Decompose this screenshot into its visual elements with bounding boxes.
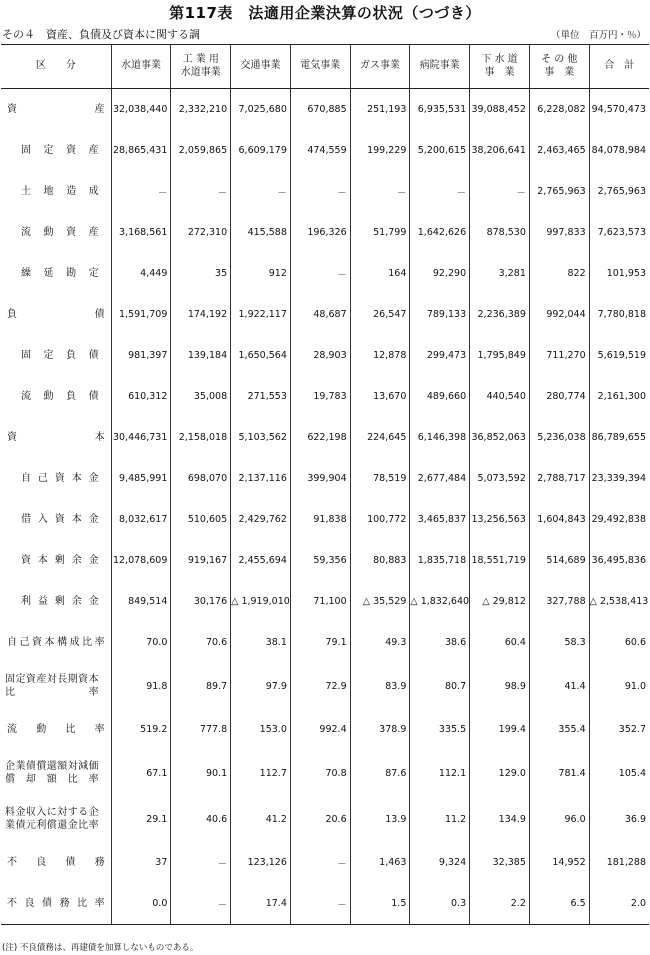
table-cell: 8,032,617 bbox=[111, 499, 171, 540]
header-column: 電気事業 bbox=[290, 45, 350, 89]
table-cell: 38,206,641 bbox=[470, 130, 530, 171]
table-cell: 1,650,564 bbox=[231, 335, 291, 376]
row-label: 自己資本金 bbox=[21, 473, 99, 484]
table-cell: 6,609,179 bbox=[231, 130, 291, 171]
table-cell: 251,193 bbox=[350, 89, 410, 131]
table-cell: 164 bbox=[350, 253, 410, 294]
table-cell: 789,133 bbox=[410, 294, 470, 335]
table-cell: 781.4 bbox=[529, 750, 589, 796]
row-label: 不良債務比率 bbox=[1, 883, 111, 925]
table-cell: 38.1 bbox=[231, 622, 291, 663]
table-cell: 272,310 bbox=[171, 212, 231, 253]
table-cell: 80,883 bbox=[350, 540, 410, 581]
header-column: 交通事業 bbox=[231, 45, 291, 89]
table-cell: 335.5 bbox=[410, 709, 470, 750]
row-label: 自己資本構成比率 bbox=[7, 637, 105, 648]
table-cell: 992.4 bbox=[290, 709, 350, 750]
table-cell: － bbox=[410, 171, 470, 212]
table-cell: 71,100 bbox=[290, 581, 350, 622]
row-label: 借入資本金 bbox=[21, 514, 99, 525]
table-cell: 1,795,849 bbox=[470, 335, 530, 376]
table-cell: 87.6 bbox=[350, 750, 410, 796]
table-cell: 3,168,561 bbox=[111, 212, 171, 253]
table-row bbox=[1, 253, 649, 294]
table-cell: 70.0 bbox=[111, 622, 171, 663]
table-cell: 32,385 bbox=[470, 842, 530, 883]
table-cell: 4,449 bbox=[111, 253, 171, 294]
table-cell: 3,281 bbox=[470, 253, 530, 294]
table-cell: 849,514 bbox=[111, 581, 171, 622]
table-cell: 40.6 bbox=[171, 796, 231, 842]
table-cell: 1,591,709 bbox=[111, 294, 171, 335]
table-cell: 474,559 bbox=[290, 130, 350, 171]
table-cell: 36.9 bbox=[589, 796, 649, 842]
header-row bbox=[1, 45, 649, 89]
table-cell: 6.5 bbox=[529, 883, 589, 925]
table-cell: 7,623,573 bbox=[589, 212, 649, 253]
table-cell: 2,455,694 bbox=[231, 540, 291, 581]
table-cell: 60.4 bbox=[470, 622, 530, 663]
table-cell: 89.7 bbox=[171, 663, 231, 709]
table-cell: － bbox=[470, 171, 530, 212]
table-cell: 35,008 bbox=[171, 376, 231, 417]
table-cell: 2.2 bbox=[470, 883, 530, 925]
table-cell: 139,184 bbox=[171, 335, 231, 376]
table-cell: 98.9 bbox=[470, 663, 530, 709]
table-row bbox=[1, 663, 649, 709]
row-label: 流動資産 bbox=[21, 227, 99, 238]
table-row bbox=[1, 335, 649, 376]
table-cell: 79.1 bbox=[290, 622, 350, 663]
table-cell: 19,783 bbox=[290, 376, 350, 417]
table-row bbox=[1, 750, 649, 796]
table-cell: 91,838 bbox=[290, 499, 350, 540]
table-cell: 37 bbox=[111, 842, 171, 883]
table-row bbox=[1, 171, 649, 212]
table-row bbox=[1, 540, 649, 581]
table-row bbox=[1, 796, 649, 842]
footnote: (注) 不良債務は、再建債を加算しないものである。 bbox=[2, 943, 199, 953]
unit-label: （単位 百万円・％） bbox=[550, 30, 646, 41]
table-cell: － bbox=[171, 883, 231, 925]
table-cell: － bbox=[111, 171, 171, 212]
table-cell: 670,885 bbox=[290, 89, 350, 131]
table-cell: 30,176 bbox=[171, 581, 231, 622]
table-cell: 992,044 bbox=[529, 294, 589, 335]
header-column: そ の 他 事 業 bbox=[529, 45, 589, 89]
table-cell: 18,551,719 bbox=[470, 540, 530, 581]
table-cell: 327,788 bbox=[529, 581, 589, 622]
table-cell: △ 1,919,010 bbox=[231, 581, 291, 622]
table-cell: 7,025,680 bbox=[231, 89, 291, 131]
table-cell: 80.7 bbox=[410, 663, 470, 709]
table-cell: 58.3 bbox=[529, 622, 589, 663]
table-cell: 91.0 bbox=[589, 663, 649, 709]
table-cell: 92,290 bbox=[410, 253, 470, 294]
table-cell: 13,670 bbox=[350, 376, 410, 417]
table-cell: 59,356 bbox=[290, 540, 350, 581]
table-cell: 5,236,038 bbox=[529, 417, 589, 458]
row-label: 固定負債 bbox=[21, 350, 99, 361]
table-cell: 399,904 bbox=[290, 458, 350, 499]
table-cell: 39,088,452 bbox=[470, 89, 530, 131]
table-cell: 2,788,717 bbox=[529, 458, 589, 499]
table-cell: 5,073,592 bbox=[470, 458, 530, 499]
table-cell: － bbox=[290, 171, 350, 212]
table-row bbox=[1, 499, 649, 540]
table-cell: 17.4 bbox=[231, 883, 291, 925]
table-cell: 0.3 bbox=[410, 883, 470, 925]
table-cell: 134.9 bbox=[470, 796, 530, 842]
page-title: 第117表 法適用企業決算の状況（つづき） bbox=[169, 4, 481, 22]
table-cell: 23,339,394 bbox=[589, 458, 649, 499]
table-cell: 3,465,837 bbox=[410, 499, 470, 540]
row-label: 固定資産対長期資本比率 bbox=[5, 674, 99, 698]
table-cell: 83.9 bbox=[350, 663, 410, 709]
table-cell: 1,642,626 bbox=[410, 212, 470, 253]
header-column: 水道事業 bbox=[111, 45, 171, 89]
table-cell: 2,137,116 bbox=[231, 458, 291, 499]
table-cell: 123,126 bbox=[231, 842, 291, 883]
table-cell: 280,774 bbox=[529, 376, 589, 417]
table-cell: 36,495,836 bbox=[589, 540, 649, 581]
header-column: 下 水 道 事 業 bbox=[470, 45, 530, 89]
table-cell: 174,192 bbox=[171, 294, 231, 335]
table-cell: 271,553 bbox=[231, 376, 291, 417]
row-label: 負債 bbox=[7, 309, 105, 320]
table-row bbox=[1, 294, 649, 335]
table-row bbox=[1, 709, 649, 750]
table-cell: △ 1,832,640 bbox=[410, 581, 470, 622]
table-cell: 519.2 bbox=[111, 709, 171, 750]
table-cell: 12,878 bbox=[350, 335, 410, 376]
table-cell: 7,780,818 bbox=[589, 294, 649, 335]
table-cell: 91.8 bbox=[111, 663, 171, 709]
table-cell: 97.9 bbox=[231, 663, 291, 709]
table-cell: 514,689 bbox=[529, 540, 589, 581]
table-cell: 29.1 bbox=[111, 796, 171, 842]
table-cell: 415,588 bbox=[231, 212, 291, 253]
table-cell: 777.8 bbox=[171, 709, 231, 750]
table-cell: 41.2 bbox=[231, 796, 291, 842]
table-cell: － bbox=[350, 171, 410, 212]
table-cell: 2,161,300 bbox=[589, 376, 649, 417]
table-cell: 9,324 bbox=[410, 842, 470, 883]
table-cell: △ 2,538,413 bbox=[589, 581, 649, 622]
table-row bbox=[1, 458, 649, 499]
row-label: 固定資産 bbox=[21, 145, 99, 156]
row-label: 土地造成 bbox=[21, 186, 99, 197]
table-row bbox=[1, 842, 649, 883]
table-cell: 199.4 bbox=[470, 709, 530, 750]
row-label: 利益剰余金 bbox=[21, 596, 99, 607]
table-body bbox=[1, 89, 649, 925]
table-cell: 622,198 bbox=[290, 417, 350, 458]
table-cell: 299,473 bbox=[410, 335, 470, 376]
table-cell: 2,059,865 bbox=[171, 130, 231, 171]
table-cell: 51,799 bbox=[350, 212, 410, 253]
header-column: 病院事業 bbox=[410, 45, 470, 89]
table-cell: 30,446,731 bbox=[111, 417, 171, 458]
table-cell: 9,485,991 bbox=[111, 458, 171, 499]
row-label: 繰延勘定 bbox=[21, 268, 99, 279]
table-cell: 70.6 bbox=[171, 622, 231, 663]
table-cell: 2,429,762 bbox=[231, 499, 291, 540]
header-column: 工 業 用 水道事業 bbox=[171, 45, 231, 89]
row-label: 料金収入に対する企業債元利償還金比率 bbox=[5, 807, 99, 831]
table-row bbox=[1, 883, 649, 925]
table-cell: － bbox=[290, 883, 350, 925]
header-category: 区 分 bbox=[1, 45, 111, 89]
table-cell: 352.7 bbox=[589, 709, 649, 750]
section-subtitle: その４ 資産、負債及び資本に関する調 bbox=[2, 28, 200, 41]
table-cell: 196,326 bbox=[290, 212, 350, 253]
table-cell: 105.4 bbox=[589, 750, 649, 796]
table-cell: 29,492,838 bbox=[589, 499, 649, 540]
table-row bbox=[1, 130, 649, 171]
table-cell: 2,236,389 bbox=[470, 294, 530, 335]
table-cell: 997,833 bbox=[529, 212, 589, 253]
table-cell: － bbox=[231, 171, 291, 212]
table-row bbox=[1, 622, 649, 663]
table-cell: 2,158,018 bbox=[171, 417, 231, 458]
table-cell: 100,772 bbox=[350, 499, 410, 540]
table-cell: △ 35,529 bbox=[350, 581, 410, 622]
table-cell: － bbox=[290, 253, 350, 294]
table-cell: 698,070 bbox=[171, 458, 231, 499]
table-cell: 70.8 bbox=[290, 750, 350, 796]
table-cell: 28,903 bbox=[290, 335, 350, 376]
table-cell: 78,519 bbox=[350, 458, 410, 499]
table-cell: 96.0 bbox=[529, 796, 589, 842]
financial-table bbox=[1, 44, 649, 925]
table-cell: 84,078,984 bbox=[589, 130, 649, 171]
table-cell: 112.1 bbox=[410, 750, 470, 796]
table-cell: 60.6 bbox=[589, 622, 649, 663]
row-label: 資本 bbox=[7, 432, 105, 443]
table-cell: － bbox=[171, 171, 231, 212]
row-label: 資産 bbox=[7, 104, 105, 115]
row-label: 資本剰余金 bbox=[21, 555, 99, 566]
table-cell: 5,200,615 bbox=[410, 130, 470, 171]
table-cell: 2,765,963 bbox=[529, 171, 589, 212]
row-label: 流動負債 bbox=[21, 391, 99, 402]
table-row bbox=[1, 212, 649, 253]
table-cell: 510,605 bbox=[171, 499, 231, 540]
table-cell: 610,312 bbox=[111, 376, 171, 417]
table-cell: 14,952 bbox=[529, 842, 589, 883]
table-cell: 355.4 bbox=[529, 709, 589, 750]
table-row bbox=[1, 581, 649, 622]
table-cell: 86,789,655 bbox=[589, 417, 649, 458]
table-cell: 912 bbox=[231, 253, 291, 294]
table-cell: 28,865,431 bbox=[111, 130, 171, 171]
row-label: 流動比率 bbox=[7, 724, 105, 735]
table-cell: 6,228,082 bbox=[529, 89, 589, 131]
table-cell: 12,078,609 bbox=[111, 540, 171, 581]
table-cell: 440,540 bbox=[470, 376, 530, 417]
table-cell: 919,167 bbox=[171, 540, 231, 581]
table-cell: 72.9 bbox=[290, 663, 350, 709]
table-cell: 129.0 bbox=[470, 750, 530, 796]
table-cell: 199,229 bbox=[350, 130, 410, 171]
table-cell: 711,270 bbox=[529, 335, 589, 376]
table-cell: 48,687 bbox=[290, 294, 350, 335]
table-cell: 67.1 bbox=[111, 750, 171, 796]
table-cell: 2,677,484 bbox=[410, 458, 470, 499]
row-label: 企業債償還額対減価償却額比率 bbox=[5, 761, 99, 785]
table-cell: 1.5 bbox=[350, 883, 410, 925]
table-cell: 112.7 bbox=[231, 750, 291, 796]
table-cell: 2,463,465 bbox=[529, 130, 589, 171]
table-cell: 489,660 bbox=[410, 376, 470, 417]
table-cell: 32,038,440 bbox=[111, 89, 171, 131]
table-cell: 5,619,519 bbox=[589, 335, 649, 376]
table-cell: 13.9 bbox=[350, 796, 410, 842]
table-cell: 6,935,531 bbox=[410, 89, 470, 131]
table-cell: 90.1 bbox=[171, 750, 231, 796]
table-row bbox=[1, 417, 649, 458]
table-cell: 153.0 bbox=[231, 709, 291, 750]
table-cell: 378.9 bbox=[350, 709, 410, 750]
table-cell: 224,645 bbox=[350, 417, 410, 458]
table-cell: 41.4 bbox=[529, 663, 589, 709]
table-cell: △ 29,812 bbox=[470, 581, 530, 622]
table-cell: 11.2 bbox=[410, 796, 470, 842]
row-label: 不良債務 bbox=[7, 857, 105, 868]
table-cell: － bbox=[290, 842, 350, 883]
table-cell: 6,146,398 bbox=[410, 417, 470, 458]
table-cell: 0.0 bbox=[111, 883, 171, 925]
table-header bbox=[1, 45, 649, 89]
table-cell: 26,547 bbox=[350, 294, 410, 335]
table-cell: 38.6 bbox=[410, 622, 470, 663]
table-cell: 101,953 bbox=[589, 253, 649, 294]
table-cell: 5,103,562 bbox=[231, 417, 291, 458]
table-cell: 20.6 bbox=[290, 796, 350, 842]
table-cell: 35 bbox=[171, 253, 231, 294]
table-cell: 13,256,563 bbox=[470, 499, 530, 540]
table-cell: － bbox=[171, 842, 231, 883]
table-cell: 181,288 bbox=[589, 842, 649, 883]
table-cell: 2,765,963 bbox=[589, 171, 649, 212]
table-cell: 1,604,843 bbox=[529, 499, 589, 540]
table-cell: 94,570,473 bbox=[589, 89, 649, 131]
table-cell: 1,835,718 bbox=[410, 540, 470, 581]
table-cell: 981,397 bbox=[111, 335, 171, 376]
table-cell: 2,332,210 bbox=[171, 89, 231, 131]
table-row bbox=[1, 89, 649, 131]
table-cell: 49.3 bbox=[350, 622, 410, 663]
header-column: 合 計 bbox=[589, 45, 649, 89]
table-cell: 36,852,063 bbox=[470, 417, 530, 458]
header-column: ガス事業 bbox=[350, 45, 410, 89]
table-cell: 878,530 bbox=[470, 212, 530, 253]
table-cell: 1,463 bbox=[350, 842, 410, 883]
table-cell: 2.0 bbox=[589, 883, 649, 925]
table-cell: 1,922,117 bbox=[231, 294, 291, 335]
table-cell: 822 bbox=[529, 253, 589, 294]
table-row bbox=[1, 376, 649, 417]
